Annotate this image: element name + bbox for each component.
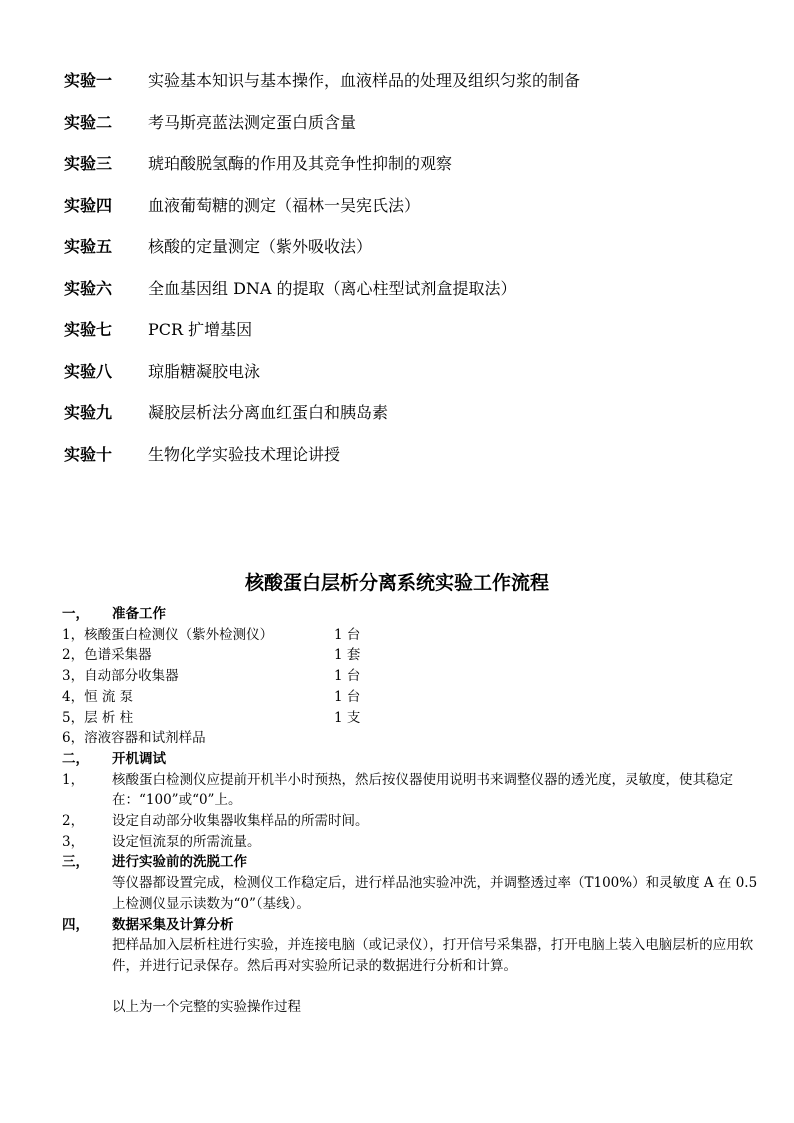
list-item xyxy=(64,361,764,403)
equipment-item xyxy=(62,687,772,708)
equipment-name: 4，恒 流 泵 xyxy=(62,688,134,705)
experiment-title: 生物化学实验技术理论讲授 xyxy=(148,444,341,464)
section-title: 准备工作 xyxy=(112,606,166,622)
equipment-qty: 1 台 xyxy=(334,688,361,705)
experiment-number: 实验七 xyxy=(64,320,113,339)
equipment-name: 5，层 析 柱 xyxy=(62,709,134,726)
equipment-qty: 1 支 xyxy=(334,709,361,726)
list-item xyxy=(64,278,764,320)
section-number: 一， xyxy=(62,606,89,622)
list-item xyxy=(64,319,764,361)
equipment-item xyxy=(62,728,772,749)
section-number: 三， xyxy=(62,854,89,871)
experiment-number: 实验八 xyxy=(64,361,113,381)
section-heading xyxy=(62,852,772,873)
experiment-number: 实验二 xyxy=(64,112,113,132)
section-heading xyxy=(62,915,772,936)
section-title: 进行实验前的洗脱工作 xyxy=(112,854,247,871)
equipment-qty: 1 套 xyxy=(334,647,361,664)
workflow-title: 核酸蛋白层析分离系统实验工作流程 xyxy=(244,572,549,594)
experiment-title: 血液葡萄糖的测定（福林一吴宪氏法） xyxy=(148,195,421,215)
step-item xyxy=(62,770,772,811)
section-heading xyxy=(62,604,772,625)
list-item xyxy=(64,195,764,237)
section-paragraph: 把样品加入层析柱进行实验，并连接电脑（或记录仪），打开信号采集器，打开电脑上装入电脑层析的应用软件，并进行记录保存。然后再对实验所记录的数据进行分析和计算。 xyxy=(112,937,754,974)
step-number: 1， xyxy=(62,771,85,788)
experiment-number: 实验四 xyxy=(64,195,113,215)
list-item xyxy=(64,444,764,486)
equipment-qty: 1 台 xyxy=(334,668,361,685)
equipment-item xyxy=(62,708,772,729)
experiment-title: 考马斯亮蓝法测定蛋白质含量 xyxy=(148,112,357,132)
section-title: 开机调试 xyxy=(112,750,166,767)
section-paragraph: 等仪器都设置完成，检测仪工作稳定后，进行样品池实验冲洗，并调整透过率（T100%）和灵敏度 A 在 0.5 上检测仪显示读数为“0”（基线）。 xyxy=(112,875,758,912)
equipment-name: 1，核酸蛋白检测仪（紫外检测仪） xyxy=(62,626,274,643)
step-item xyxy=(62,832,772,853)
step-item xyxy=(62,811,772,832)
spacer xyxy=(62,977,772,998)
equipment-name: 6，溶液容器和试剂样品 xyxy=(62,730,206,747)
experiment-title: 琼脂糖凝胶电泳 xyxy=(148,361,261,381)
equipment-item xyxy=(62,625,772,646)
experiment-number: 实验五 xyxy=(64,237,113,256)
closing-text: 以上为一个完整的实验操作过程 xyxy=(112,999,301,1016)
equipment-qty: 1 台 xyxy=(334,626,361,643)
section-title: 数据采集及计算分析 xyxy=(112,916,234,933)
equipment-name: 3，自动部分收集器 xyxy=(62,668,179,685)
experiment-number: 实验六 xyxy=(64,278,113,298)
step-text: 设定恒流泵的所需流量。 xyxy=(112,833,261,850)
experiment-number: 实验九 xyxy=(64,403,113,422)
step-text: 核酸蛋白检测仪应提前开机半小时预热，然后按仪器使用说明书来调整仪器的透光度，灵敏度，使其稳定在：“100”或“0”上。 xyxy=(112,771,733,809)
section-number: 四， xyxy=(62,916,89,933)
experiment-title: 琥珀酸脱氢酶的作用及其竞争性抑制的观察 xyxy=(148,154,453,173)
section-heading xyxy=(62,749,772,770)
list-item xyxy=(64,402,764,444)
experiment-title: 核酸的定量测定（紫外吸收法） xyxy=(148,237,373,256)
list-item xyxy=(64,70,764,112)
experiment-title: 凝胶层析法分离血红蛋白和胰岛素 xyxy=(148,403,389,422)
experiment-number: 实验三 xyxy=(64,154,113,173)
step-text: 设定自动部分收集器收集样品的所需时间。 xyxy=(112,813,369,830)
list-item xyxy=(64,112,764,154)
equipment-item xyxy=(62,645,772,666)
list-item xyxy=(64,153,764,195)
step-number: 2， xyxy=(62,813,85,830)
equipment-name: 2，色谱采集器 xyxy=(62,647,152,664)
experiment-title: PCR 扩增基因 xyxy=(148,320,253,339)
step-number: 3， xyxy=(62,833,85,850)
equipment-item xyxy=(62,666,772,687)
experiment-title: 全血基因组 DNA 的提取（离心柱型试剂盒提取法） xyxy=(148,278,517,298)
experiment-number: 实验一 xyxy=(64,71,113,90)
experiment-number: 实验十 xyxy=(64,444,113,464)
list-item xyxy=(64,236,764,278)
workflow-body xyxy=(62,604,772,1018)
section-number: 二， xyxy=(62,750,89,767)
experiment-list xyxy=(64,70,764,485)
experiment-title: 实验基本知识与基本操作，血液样品的处理及组织匀浆的制备 xyxy=(148,71,581,90)
